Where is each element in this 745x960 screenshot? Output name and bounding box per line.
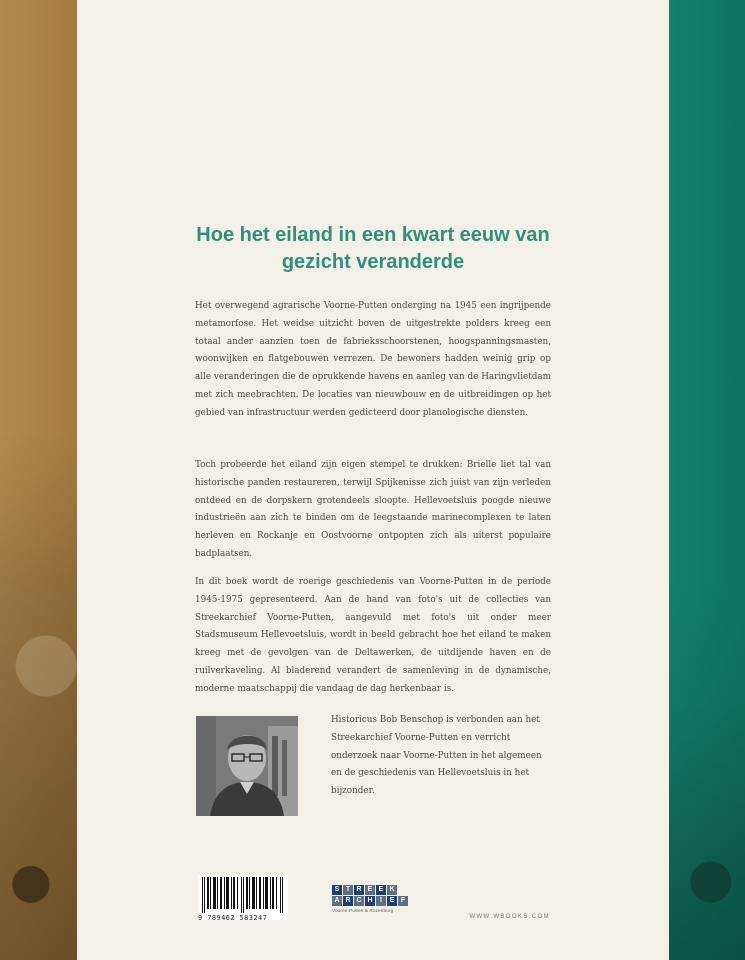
headline-line-2: gezicht veranderde xyxy=(281,251,465,273)
paragraph-3: In dit boek wordt de roerige geschiedenis van Voorne-Putten in de periode 1945-1975 gepresenteerd. Aan de hand van foto's uit de collecties van Streekarchief Voorne-Putten, aangevuld met foto's uit onder meer Stadsmuseum Hellevoetsluis, wordt in beeld gebracht hoe het eiland te maken kreeg met de gevolgen van de Deltawerken, de uitdijende haven en de ruilverkaveling. Al bladerend verandert de samenleving in de dynamische, moderne maatschappij die vandaag de dag herkenbaar is. xyxy=(195,577,551,694)
logo-letter: C xyxy=(354,896,364,906)
left-photo-strip xyxy=(0,0,77,960)
paragraph-2: Toch probeerde het eiland zijn eigen stempel te drukken: Brielle liet tal van historische panden restaureren, terwijl Spijkenisse zich juist van zijn verleden ontdeed en de dorpskern grotendeels sloopte. Hellevoetsluis poogde nieuwe industrieën aan zich te binden om de leegstaande marinecomplexen te laten herleven en Rockanje en Oostvoorne ontpopten zich als uiterst populaire badplaatsen. xyxy=(195,460,551,559)
logo-row-2 xyxy=(332,896,427,906)
author-photo xyxy=(196,716,298,816)
headline xyxy=(77,222,669,276)
streekarchief-logo xyxy=(332,885,427,915)
right-photo-detail xyxy=(669,700,745,960)
logo-letter: A xyxy=(332,896,342,906)
publisher-website: WWW.WBOOKS.COM xyxy=(469,914,550,920)
author-bio: Historicus Bob Benschop is verbonden aan het Streekarchief Voorne-Putten en verricht onderzoek naar Voorne-Putten in het algemeen en de geschiedenis van Hellevoetsluis in het bijzonder. xyxy=(331,715,542,797)
logo-letter: R xyxy=(354,885,364,895)
back-cover xyxy=(77,0,669,960)
author-portrait-illustration xyxy=(196,716,298,816)
logo-letter: H xyxy=(365,896,375,906)
logo-letter: K xyxy=(387,885,397,895)
logo-letter: E xyxy=(365,885,375,895)
right-photo-strip xyxy=(669,0,745,960)
logo-letter: E xyxy=(387,896,397,906)
paragraph-1: Het overwegend agrarische Voorne-Putten onderging na 1945 een ingrijpende metamorfose. Het weidse uitzicht boven de uitgestrekte polders kreeg een totaal ander aanzien toen de fabrieksschoorstenen, hoogspanningsmasten, woonwijken en flatgebouwen verrezen. De bewoners hadden weinig grip op alle veranderingen die de oprukkende havens en aanleg van de Haringvlietdam met zich meebrachten. De locaties van nieuwbouw en de uitbreidingen op het gebied van infrastructuur werden gedicteerd door planologische diensten. xyxy=(195,301,551,418)
logo-letter: T xyxy=(343,885,353,895)
headline-line-1: Hoe het eiland in een kwart eeuw van xyxy=(196,224,550,246)
logo-row-1 xyxy=(332,885,427,895)
left-photo-detail xyxy=(0,540,77,960)
logo-letter: R xyxy=(343,896,353,906)
logo-letter: I xyxy=(376,896,386,906)
logo-letter: S xyxy=(332,885,342,895)
logo-subtitle: Voorne-Putten & Rozenburg xyxy=(332,908,394,913)
logo-letter: F xyxy=(398,896,408,906)
logo-letter: E xyxy=(376,885,386,895)
isbn-number: 9 789462 583247 xyxy=(198,914,268,922)
barcode-bars xyxy=(198,875,288,913)
